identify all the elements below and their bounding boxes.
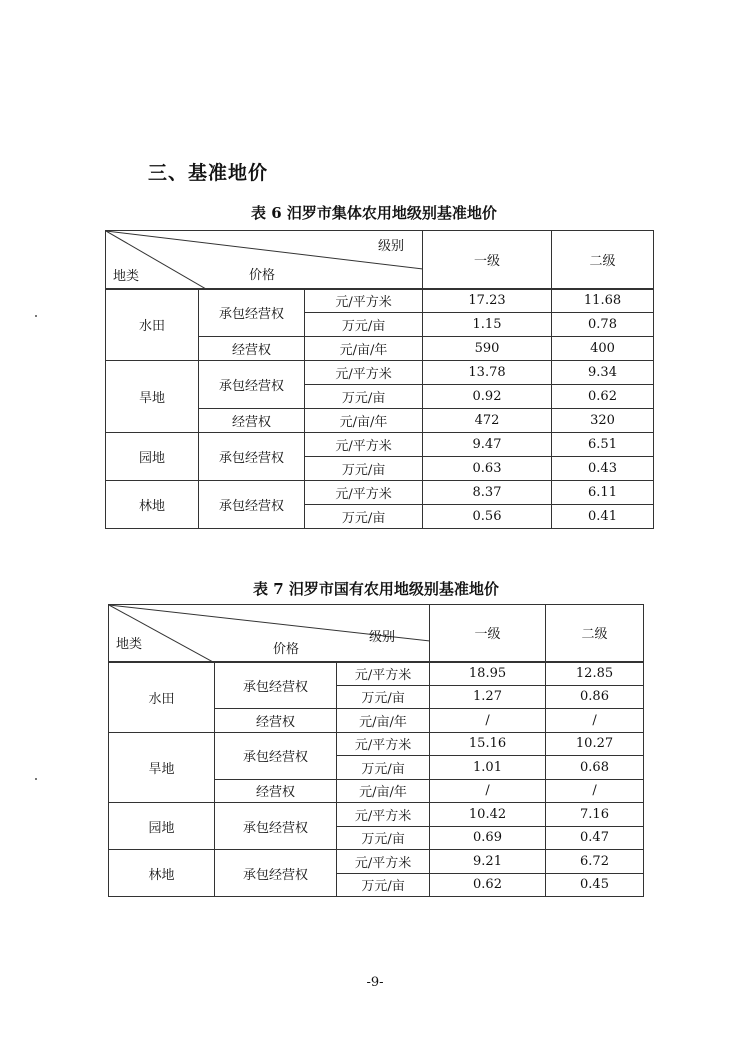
grade-1-value: 9.21 bbox=[430, 850, 546, 874]
grade-1-value: 0.56 bbox=[423, 505, 552, 529]
unit-cell: 万元/亩 bbox=[305, 505, 423, 529]
grade-2-value: 0.45 bbox=[546, 873, 644, 897]
unit-cell: 元/平方米 bbox=[337, 732, 430, 756]
unit-cell: 万元/亩 bbox=[337, 826, 430, 850]
unit-cell: 元/亩/年 bbox=[337, 709, 430, 733]
right-type-cell: 承包经营权 bbox=[215, 850, 337, 897]
table-7 bbox=[108, 604, 644, 897]
unit-cell: 元/平方米 bbox=[305, 481, 423, 505]
grade-1-value: 13.78 bbox=[423, 361, 552, 385]
grade-2-value: 0.68 bbox=[546, 756, 644, 780]
table-6 bbox=[105, 230, 654, 529]
unit-cell: 万元/亩 bbox=[337, 685, 430, 709]
table-6-caption: 表 6 汨罗市集体农用地级别基准地价 bbox=[251, 204, 497, 222]
grade-2-header: 二级 bbox=[546, 605, 644, 662]
unit-cell: 元/平方米 bbox=[337, 662, 430, 686]
unit-cell: 元/平方米 bbox=[305, 361, 423, 385]
grade-1-value: 1.01 bbox=[430, 756, 546, 780]
scan-speck bbox=[35, 315, 37, 317]
grade-2-value: / bbox=[546, 709, 644, 733]
land-type-cell: 园地 bbox=[106, 433, 199, 481]
table-row bbox=[106, 481, 654, 505]
grade-1-value: 17.23 bbox=[423, 289, 552, 313]
grade-2-value: 6.72 bbox=[546, 850, 644, 874]
page-number: -9- bbox=[366, 975, 384, 990]
corner-level-label: 级别 bbox=[378, 239, 405, 254]
unit-cell: 万元/亩 bbox=[305, 385, 423, 409]
right-type-cell: 承包经营权 bbox=[215, 662, 337, 709]
unit-cell: 元/亩/年 bbox=[305, 409, 423, 433]
grade-1-value: / bbox=[430, 709, 546, 733]
grade-2-value: 6.51 bbox=[552, 433, 654, 457]
unit-cell: 万元/亩 bbox=[337, 873, 430, 897]
grade-2-value: 11.68 bbox=[552, 289, 654, 313]
grade-2-value: 6.11 bbox=[552, 481, 654, 505]
table-7-caption: 表 7 汨罗市国有农用地级别基准地价 bbox=[253, 580, 499, 598]
grade-2-value: 0.47 bbox=[546, 826, 644, 850]
grade-2-value: 400 bbox=[552, 337, 654, 361]
right-type-cell: 经营权 bbox=[215, 709, 337, 733]
grade-1-value: 590 bbox=[423, 337, 552, 361]
right-type-cell: 承包经营权 bbox=[215, 803, 337, 850]
grade-2-value: 12.85 bbox=[546, 662, 644, 686]
grade-2-value: 320 bbox=[552, 409, 654, 433]
unit-cell: 万元/亩 bbox=[337, 756, 430, 780]
unit-cell: 万元/亩 bbox=[305, 457, 423, 481]
grade-1-value: 0.63 bbox=[423, 457, 552, 481]
grade-2-value: / bbox=[546, 779, 644, 803]
unit-cell: 元/亩/年 bbox=[337, 779, 430, 803]
table-row bbox=[109, 662, 644, 686]
right-type-cell: 承包经营权 bbox=[199, 481, 305, 529]
land-type-cell: 园地 bbox=[109, 803, 215, 850]
section-heading: 三、基准地价 bbox=[148, 162, 269, 184]
corner-land-type-label: 地类 bbox=[113, 269, 140, 284]
table-corner-header bbox=[109, 605, 430, 662]
right-type-cell: 承包经营权 bbox=[199, 289, 305, 337]
table-6-body bbox=[106, 231, 654, 529]
land-type-cell: 水田 bbox=[109, 662, 215, 733]
corner-price-label: 价格 bbox=[273, 642, 300, 657]
unit-cell: 万元/亩 bbox=[305, 313, 423, 337]
unit-cell: 元/平方米 bbox=[337, 803, 430, 827]
grade-1-header: 一级 bbox=[423, 231, 552, 289]
table-7-body bbox=[109, 605, 644, 897]
grade-2-value: 9.34 bbox=[552, 361, 654, 385]
right-type-cell: 经营权 bbox=[199, 337, 305, 361]
land-type-cell: 林地 bbox=[106, 481, 199, 529]
grade-1-value: 1.15 bbox=[423, 313, 552, 337]
grade-1-value: 15.16 bbox=[430, 732, 546, 756]
scan-speck bbox=[35, 778, 37, 780]
table-row bbox=[106, 289, 654, 313]
table-corner-header bbox=[106, 231, 423, 289]
right-type-cell: 经营权 bbox=[199, 409, 305, 433]
table-header-row bbox=[106, 231, 654, 289]
land-type-cell: 水田 bbox=[106, 289, 199, 361]
table-row bbox=[109, 803, 644, 827]
right-type-cell: 承包经营权 bbox=[199, 433, 305, 481]
grade-2-value: 0.86 bbox=[546, 685, 644, 709]
grade-2-value: 0.78 bbox=[552, 313, 654, 337]
table-row bbox=[106, 433, 654, 457]
grade-1-value: 0.69 bbox=[430, 826, 546, 850]
right-type-cell: 承包经营权 bbox=[215, 732, 337, 779]
grade-1-value: 0.92 bbox=[423, 385, 552, 409]
unit-cell: 元/平方米 bbox=[305, 289, 423, 313]
table-header-row bbox=[109, 605, 644, 662]
land-type-cell: 林地 bbox=[109, 850, 215, 897]
grade-1-value: 9.47 bbox=[423, 433, 552, 457]
corner-level-label: 级别 bbox=[369, 630, 396, 645]
grade-1-header: 一级 bbox=[430, 605, 546, 662]
table-row bbox=[109, 732, 644, 756]
corner-price-label: 价格 bbox=[249, 268, 276, 283]
grade-1-value: 472 bbox=[423, 409, 552, 433]
grade-1-value: 8.37 bbox=[423, 481, 552, 505]
grade-2-value: 10.27 bbox=[546, 732, 644, 756]
grade-1-value: 18.95 bbox=[430, 662, 546, 686]
land-type-cell: 旱地 bbox=[109, 732, 215, 803]
table-row bbox=[106, 361, 654, 385]
grade-1-value: / bbox=[430, 779, 546, 803]
grade-2-value: 0.43 bbox=[552, 457, 654, 481]
corner-land-type-label: 地类 bbox=[116, 637, 143, 652]
right-type-cell: 经营权 bbox=[215, 779, 337, 803]
unit-cell: 元/平方米 bbox=[337, 850, 430, 874]
land-type-cell: 旱地 bbox=[106, 361, 199, 433]
right-type-cell: 承包经营权 bbox=[199, 361, 305, 409]
grade-2-value: 7.16 bbox=[546, 803, 644, 827]
table-row bbox=[109, 850, 644, 874]
grade-1-value: 1.27 bbox=[430, 685, 546, 709]
grade-1-value: 10.42 bbox=[430, 803, 546, 827]
grade-1-value: 0.62 bbox=[430, 873, 546, 897]
grade-2-header: 二级 bbox=[552, 231, 654, 289]
grade-2-value: 0.62 bbox=[552, 385, 654, 409]
unit-cell: 元/平方米 bbox=[305, 433, 423, 457]
unit-cell: 元/亩/年 bbox=[305, 337, 423, 361]
grade-2-value: 0.41 bbox=[552, 505, 654, 529]
